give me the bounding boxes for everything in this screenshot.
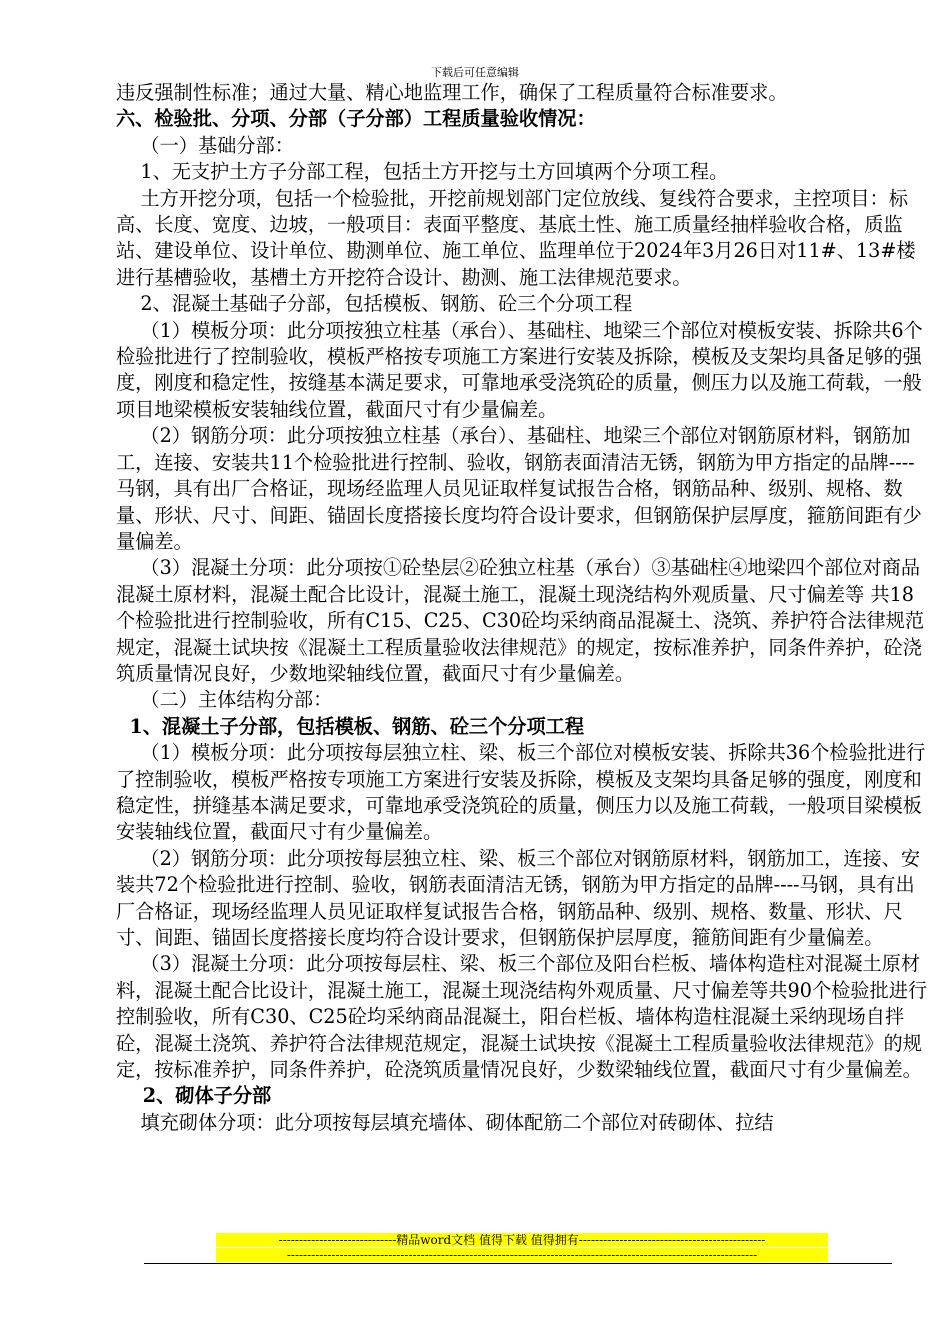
paragraph: 违反强制性标准；通过大量、精心地监理工作，确保了工程质量符合标准要求。 xyxy=(116,81,788,104)
subsection-heading: （一）基础分部： xyxy=(116,133,294,157)
footer-banner: -----------------------------精品word文档 值得下载 值得拥有---------------------------------------------- xyxy=(216,1233,828,1247)
subsection-title: 2、砌体子分部 xyxy=(116,1084,272,1108)
paragraph: （1）模板分项：此分项按独立柱基（承台）、基础柱、地梁三个部位对模板安装、拆除共6个检验批进行了控制验收，模板严格按专项施工方案进行安装及拆除，模板及支架均具备足够的强度，刚度和稳定性，按缝基本满足要求，可靠地承受浇筑砼的质量，侧压力以及施工荷载，一般项目地梁模板安装轴线位置，截面尺寸有少量偏差。 xyxy=(116,318,923,421)
paragraph: （3）混凝土分项：此分项按每层柱、梁、板三个部位及阳台栏板、墙体构造柱对混凝土原材料，混凝土配合比设计，混凝土施工，混凝土现浇结构外观质量、尺寸偏差等共90个检验批进行控制验收，所有C30、C25砼均采纳商品混凝土，阳台栏板、墙体构造柱混凝土采纳现场自拌砼，混凝土浇筑、养护符合法律规范规定，混凝土试块按《混凝土工程质量验收法律规范》的规定，按标准养护，同条件养护，砼浇筑质量情况良好，少数梁轴线位置，截面尺寸有少量偏差。 xyxy=(116,952,928,1082)
paragraph: 2、混凝土基础子分部，包括模板、钢筋、砼三个分项工程 xyxy=(116,292,633,316)
page-header-note: 下载后可任意编辑 xyxy=(431,66,519,79)
paragraph: （1）模板分项：此分项按每层独立柱、梁、板三个部位对模板安装、拆除共36个检验批进行了控制验收，模板严格按专项施工方案进行安装及拆除，模板及支架均具备足够的强度，刚度和稳定性，拼缝基本满足要求，可靠地承受浇筑砼的质量，侧压力以及施工荷载，一般项目梁模板安装轴线位置，截面尺寸有少量偏差。 xyxy=(116,741,926,844)
subsection-heading: （二）主体结构分部： xyxy=(116,688,333,712)
paragraph: 1、无支护土方子分部工程，包括土方开挖与土方回填两个分项工程。 xyxy=(116,160,729,184)
section-heading: 六、检验批、分项、分部（子分部）工程质量验收情况： xyxy=(116,107,596,131)
paragraph: 填充砌体分项：此分项按每层填充墙体、砌体配筋二个部位对砖砌体、拉结 xyxy=(116,1110,774,1134)
paragraph: （2）钢筋分项：此分项按每层独立柱、梁、板三个部位对钢筋原材料，钢筋加工，连接、安装共72个检验批进行控制、验收，钢筋表面清洁无锈，钢筋为甲方指定的品牌----马钢，具有出厂合格证，现场经监理人员见证取样复试报告合格，钢筋品种、级别、规格、数量、形状、尺寸、间距、锚固长度搭接长度均符合设计要求，但钢筋保护层厚度，箍筋间距有少量偏差。 xyxy=(116,846,921,949)
paragraph: （3）混凝土分项：此分项按①砼垫层②砼独立柱基（承台）③基础柱④地梁四个部位对商品混凝土原材料，混凝土配合比设计，混凝土施工，混凝土现浇结构外观质量、尺寸偏差等 共18个检验批进行控制验收，所有C15、C25、C30砼均采纳商品混凝土、浇筑、养护符合法律规范规定，混凝土试块按《混凝土工程质量验收法律规范》的规定，按标准养护，同条件养护，砼浇筑质量情况良好，少数地梁轴线位置，截面尺寸有少量偏差。 xyxy=(116,556,925,685)
paragraph: 土方开挖分项，包括一个检验批，开挖前规划部门定位放线、复线符合要求，主控项目：标高、长度、宽度、边坡，一般项目：表面平整度、基底土性、施工质量经抽样验收合格，质监站、建设单位、设计单位、勘测单位、施工单位、监理单位于2024年3月26日对11#、13#楼进行基槽验收，基槽土方开挖符合设计、勘测、施工法律规范要求。 xyxy=(116,186,916,289)
footer-rule xyxy=(144,1263,892,1264)
document-body xyxy=(116,80,928,1136)
subsection-title: 1、混凝土子分部，包括模板、钢筋、砼三个分项工程 xyxy=(116,714,585,738)
footer-banner-dashes: -------------------------------------------------------------------------------------------------------------------- xyxy=(216,1248,828,1262)
paragraph: （2）钢筋分项：此分项按独立柱基（承台）、基础柱、地梁三个部位对钢筋原材料，钢筋加工，连接、安装共11个检验批进行控制、验收，钢筋表面清洁无锈，钢筋为甲方指定的品牌----马钢，具有出厂合格证，现场经监理人员见证取样复试报告合格，钢筋品种、级别、规格、数量、形状、尺寸、间距、锚固长度搭接长度均符合设计要求，但钢筋保护层厚度，箍筋间距有少量偏差。 xyxy=(116,424,922,553)
